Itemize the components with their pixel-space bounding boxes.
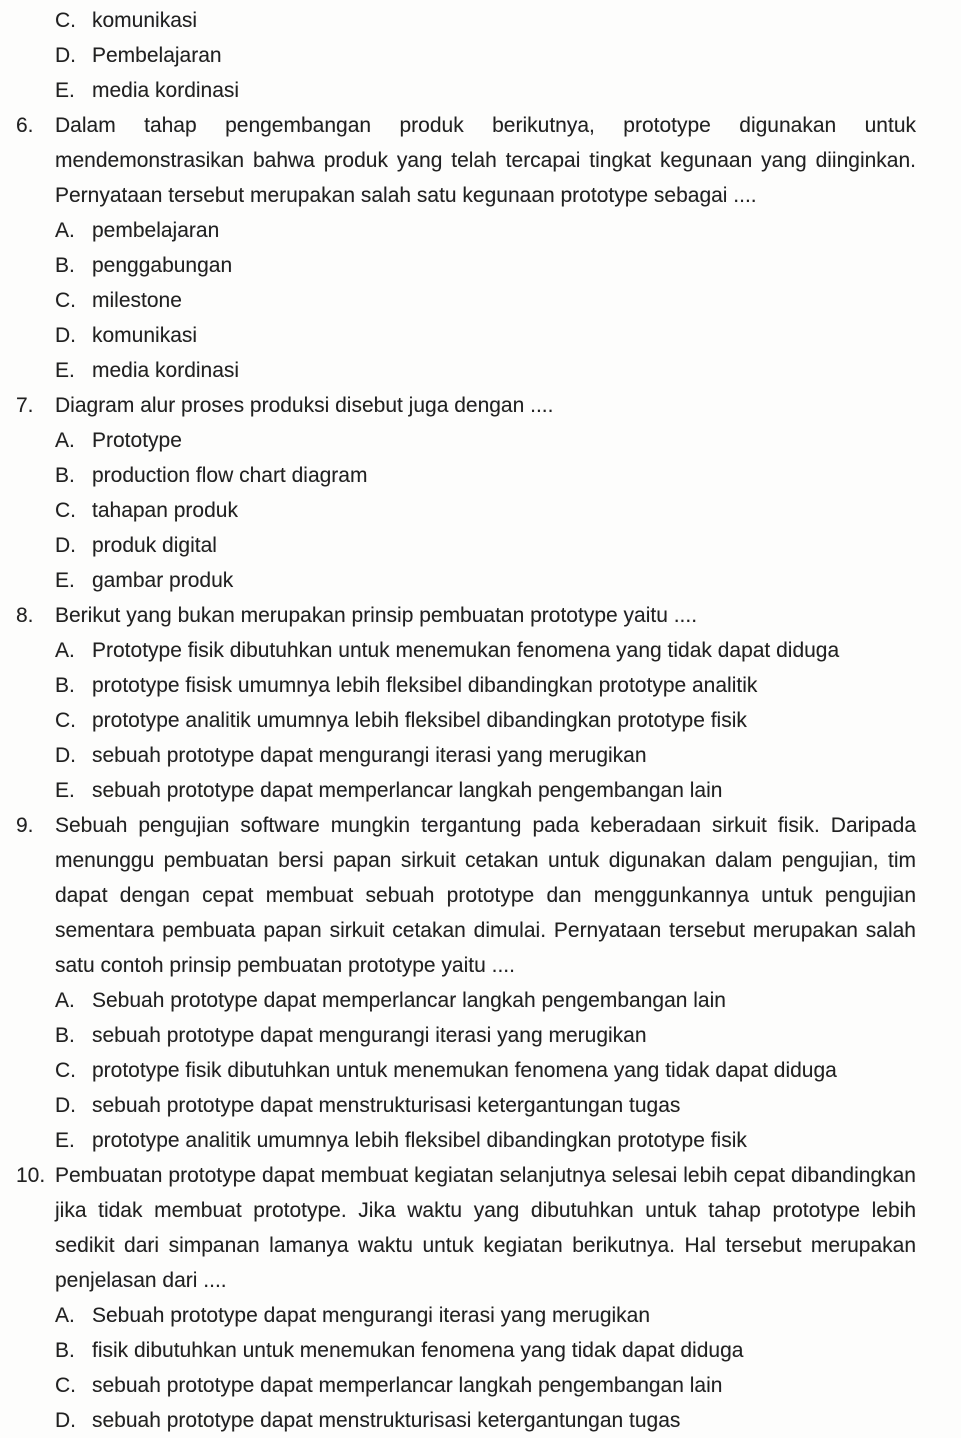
option-letter: E.: [55, 569, 75, 592]
option-letter: C.: [55, 709, 76, 732]
option-text: sebuah prototype dapat mengurangi iterasi yang merugikan: [92, 744, 647, 767]
question-body: [55, 598, 916, 808]
question-stem: Berikut yang bukan merupakan prinsip pembuatan prototype yaitu ....: [55, 604, 698, 627]
question-row: [16, 108, 961, 388]
option-text: komunikasi: [92, 324, 198, 347]
option-letter: B.: [55, 1024, 75, 1047]
option-letter: E.: [55, 359, 75, 382]
option-text: prototype fisik dibutuhkan untuk menemukan fenomena yang tidak dapat diduga: [92, 1059, 837, 1082]
option-letter: A.: [55, 989, 75, 1012]
option-text: prototype analitik umumnya lebih fleksibel dibandingkan prototype fisik: [92, 1129, 747, 1152]
option-text: sebuah prototype dapat menstrukturisasi ketergantungan tugas: [92, 1094, 681, 1117]
option-letter: A.: [55, 219, 75, 242]
option-row: [55, 38, 961, 73]
option-letter: B.: [55, 674, 75, 697]
option-letter: D.: [55, 44, 76, 67]
question: [16, 808, 961, 1158]
option-row: [55, 1088, 916, 1123]
carryover-options: [55, 3, 961, 108]
option-row: [55, 213, 916, 248]
option-row: [55, 493, 916, 528]
option-row: [55, 738, 916, 773]
option-text: sebuah prototype dapat mengurangi iterasi yang merugikan: [92, 1024, 647, 1047]
option-row: [55, 1333, 916, 1368]
option-letter: B.: [55, 1339, 75, 1362]
option-row: [55, 773, 916, 808]
option-row: [55, 668, 916, 703]
options-list: [55, 983, 916, 1158]
option-row: [55, 1018, 916, 1053]
option-text: komunikasi: [92, 9, 198, 32]
option-text: Pembelajaran: [92, 44, 222, 67]
option-text: prototype fisisk umumnya lebih fleksibel dibandingkan prototype analitik: [92, 674, 758, 697]
question-row: [16, 808, 961, 1158]
question: [16, 598, 961, 808]
option-letter: B.: [55, 464, 75, 487]
question-number: 6.: [16, 114, 34, 137]
option-row: [55, 423, 916, 458]
option-letter: A.: [55, 1304, 75, 1327]
option-text: tahapan produk: [92, 499, 238, 522]
option-text: penggabungan: [92, 254, 233, 277]
option-row: [55, 458, 916, 493]
option-text: milestone: [92, 289, 182, 312]
option-row: [55, 983, 916, 1018]
options-list: [55, 633, 916, 808]
option-row: [55, 248, 916, 283]
options-list: [55, 423, 916, 598]
option-row: [55, 1298, 916, 1333]
question-number: 8.: [16, 604, 34, 627]
option-row: [55, 1368, 916, 1403]
option-row: [55, 318, 916, 353]
question-body: [55, 808, 916, 1158]
option-row: [55, 528, 916, 563]
option-letter: C.: [55, 1059, 76, 1082]
option-row: [55, 3, 961, 38]
question: [16, 1158, 961, 1438]
options-list: [55, 213, 916, 388]
option-text: Prototype: [92, 429, 182, 452]
question-stem: Pembuatan prototype dapat membuat kegiatan selanjutnya selesai lebih cepat dibandingkan jika tidak membuat prototype. Jika waktu yang dibutuhkan untuk tahap prototype lebih sedikit dari simpanan lamanya waktu untuk kegiatan berikutnya. Hal tersebut merupakan penjelasan dari ....: [55, 1164, 916, 1292]
question-stem: Sebuah pengujian software mungkin tergantung pada keberadaan sirkuit fisik. Daripada menunggu pembuatan bersi papan sirkuit cetakan untuk digunakan dalam pengujian, tim dapat dengan cepat membuat sebuah prototype dan menggunkannya untuk pengujian sementara pembuata papan sirkuit cetakan dimulai. Pernyataan tersebut merupakan salah satu contoh prinsip pembuatan prototype yaitu ....: [55, 814, 916, 977]
option-text: media kordinasi: [92, 79, 240, 102]
option-letter: D.: [55, 1409, 76, 1432]
question-body: [55, 108, 916, 388]
option-text: Sebuah prototype dapat mengurangi iterasi yang merugikan: [92, 1304, 651, 1327]
option-letter: E.: [55, 779, 75, 802]
option-text: production flow chart diagram: [92, 464, 368, 487]
option-row: [55, 563, 916, 598]
option-row: [55, 633, 916, 668]
question-stem: Diagram alur proses produksi disebut juga dengan ....: [55, 394, 554, 417]
option-row: [55, 283, 916, 318]
question-row: [16, 598, 961, 808]
option-letter: A.: [55, 639, 75, 662]
option-text: pembelajaran: [92, 219, 220, 242]
question: [16, 108, 961, 388]
option-letter: C.: [55, 1374, 76, 1397]
option-letter: C.: [55, 499, 76, 522]
option-text: sebuah prototype dapat memperlancar langkah pengembangan lain: [92, 1374, 723, 1397]
option-letter: D.: [55, 324, 76, 347]
option-row: [55, 353, 916, 388]
option-text: sebuah prototype dapat menstrukturisasi ketergantungan tugas: [92, 1409, 681, 1432]
question-body: [55, 1158, 916, 1438]
question-row: [16, 1158, 961, 1438]
question-number: 7.: [16, 394, 34, 417]
option-text: gambar produk: [92, 569, 234, 592]
question-stem: Dalam tahap pengembangan produk berikutnya, prototype digunakan untuk mendemonstrasikan bahwa produk yang telah tercapai tingkat kegunaan yang diinginkan. Pernyataan tersebut merupakan salah satu kegunaan prototype sebagai ....: [55, 114, 916, 207]
question-number: 9.: [16, 814, 34, 837]
option-letter: D.: [55, 744, 76, 767]
option-letter: B.: [55, 254, 75, 277]
option-row: [55, 1123, 916, 1158]
option-text: media kordinasi: [92, 359, 240, 382]
option-letter: C.: [55, 9, 76, 32]
option-text: prototype analitik umumnya lebih fleksibel dibandingkan prototype fisik: [92, 709, 747, 732]
option-text: sebuah prototype dapat memperlancar langkah pengembangan lain: [92, 779, 723, 802]
option-text: Sebuah prototype dapat memperlancar langkah pengembangan lain: [92, 989, 726, 1012]
question: [16, 388, 961, 598]
question-body: [55, 388, 916, 598]
option-letter: A.: [55, 429, 75, 452]
options-list: [55, 1298, 916, 1438]
option-text: fisik dibutuhkan untuk menemukan fenomena yang tidak dapat diduga: [92, 1339, 744, 1362]
option-letter: D.: [55, 1094, 76, 1117]
option-row: [55, 73, 961, 108]
option-row: [55, 1053, 916, 1088]
option-text: Prototype fisik dibutuhkan untuk menemukan fenomena yang tidak dapat diduga: [92, 639, 840, 662]
question-number: 10.: [16, 1164, 46, 1187]
option-text: produk digital: [92, 534, 217, 557]
option-letter: D.: [55, 534, 76, 557]
option-letter: E.: [55, 1129, 75, 1152]
question-list: [16, 108, 961, 1438]
option-letter: E.: [55, 79, 75, 102]
question-row: [16, 388, 961, 598]
option-row: [55, 703, 916, 738]
option-letter: C.: [55, 289, 76, 312]
